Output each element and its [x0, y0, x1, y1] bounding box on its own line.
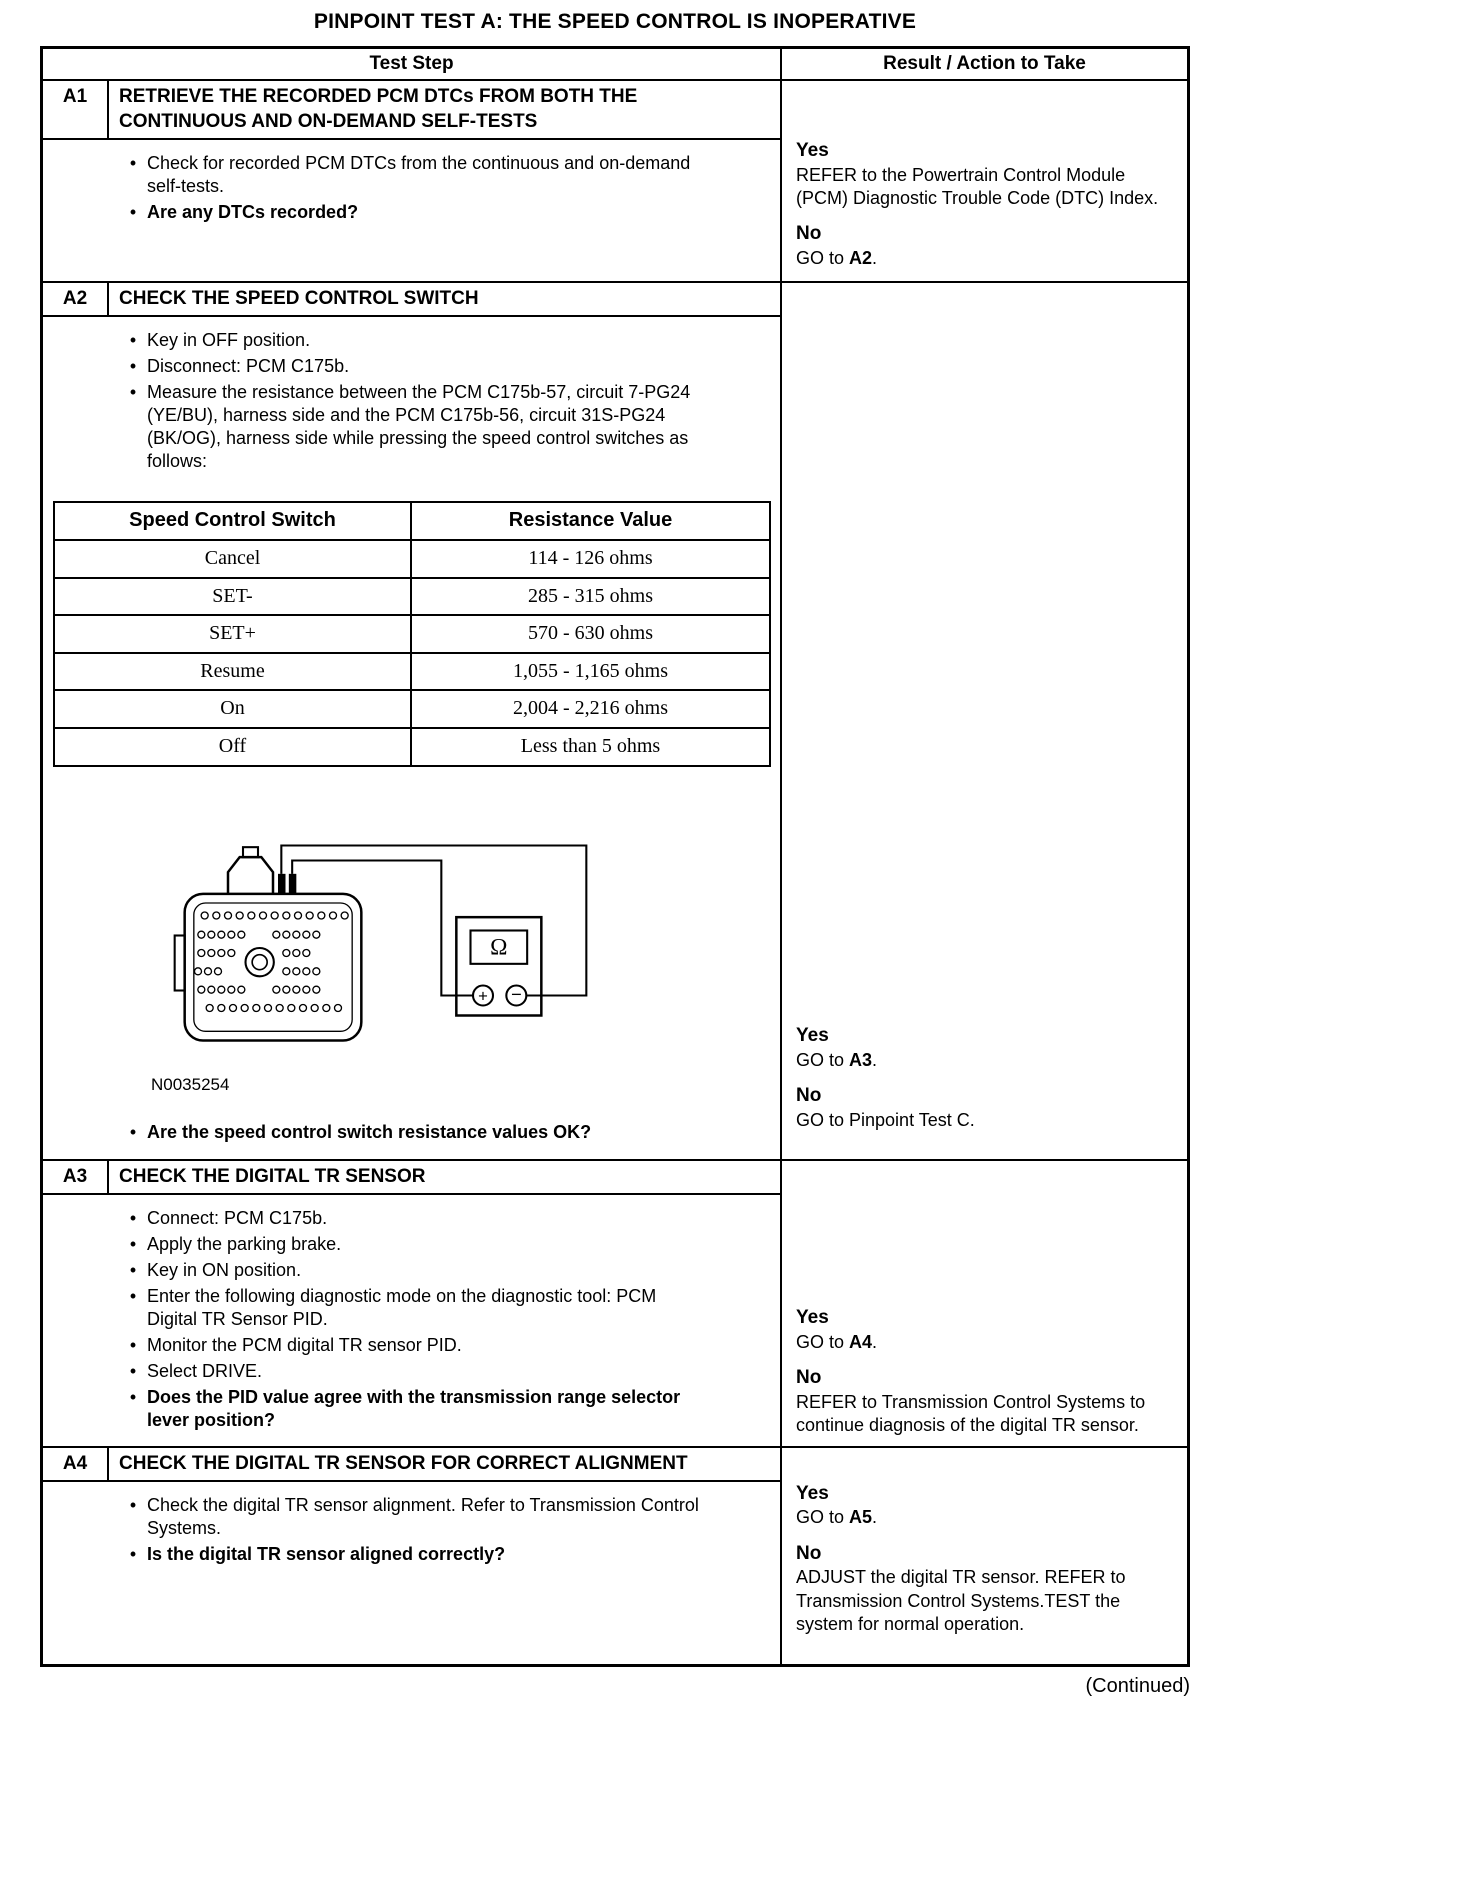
bullet-dot: •	[129, 1495, 137, 1516]
result-answer: No	[796, 1367, 822, 1389]
probe-terminal-1	[278, 873, 286, 893]
step-title: CHECK THE DIGITAL TR SENSOR	[119, 1165, 426, 1187]
resistance-value: 114 - 126 ohms	[528, 547, 653, 570]
connector-center-boss	[246, 948, 274, 976]
resistance-table-row	[55, 689, 769, 727]
bullet-text: Monitor the PCM digital TR sensor PID.	[147, 1335, 462, 1356]
column-header-test-step: Test Step	[43, 49, 782, 79]
step-body	[43, 1482, 780, 1663]
pinpoint-test-table	[40, 46, 1190, 1667]
test-step-row	[43, 1159, 1187, 1446]
bullet-item	[43, 355, 740, 378]
action-text: GO to	[796, 1507, 850, 1528]
result-entry	[796, 139, 1173, 210]
resistance-table-row	[55, 652, 769, 690]
bullet-dot: •	[129, 356, 137, 377]
result-action	[796, 1506, 1173, 1529]
bullet-dot: •	[129, 1544, 137, 1565]
action-text: GO to	[796, 248, 850, 269]
bullet-list	[43, 1494, 740, 1566]
resistance-table-column-header: Resistance Value	[508, 509, 673, 532]
bullet-dot: •	[129, 382, 137, 403]
bullet-item	[43, 1259, 740, 1282]
bullet-item	[43, 1334, 740, 1357]
bullet-text: Check the digital TR sensor alignment. Refer to Transmission Control Systems.	[147, 1495, 699, 1539]
bullet-list	[43, 329, 740, 473]
figure-caption: N0035254	[151, 1074, 230, 1094]
result-action	[796, 247, 1173, 270]
step-body	[43, 317, 780, 1158]
plus-terminal: +	[478, 985, 488, 1005]
result-answer: No	[796, 223, 822, 245]
step-reference: A3	[849, 1050, 873, 1071]
table-header-row	[43, 49, 1187, 81]
switch-name: On	[55, 691, 412, 727]
switch-name: SET-	[55, 579, 412, 615]
bullet-item	[43, 1207, 740, 1230]
resistance-table-row	[55, 727, 769, 765]
step-body	[43, 140, 780, 280]
result-action	[796, 164, 1173, 211]
test-step-cell	[43, 81, 782, 281]
bullet-dot: •	[129, 1361, 137, 1382]
test-step-row	[43, 81, 1187, 281]
bullet-item	[43, 1543, 740, 1566]
result-entry	[796, 1366, 1173, 1437]
bullet-text: Connect: PCM C175b.	[147, 1208, 328, 1229]
page-title: PINPOINT TEST A: THE SPEED CONTROL IS INOPERATIVE	[313, 10, 917, 33]
result-action	[796, 1391, 1173, 1438]
resistance-table-column-header: Speed Control Switch	[55, 503, 412, 539]
step-id: A4	[43, 1448, 109, 1481]
resistance-table	[53, 501, 771, 766]
result-cell	[782, 81, 1187, 281]
step-header	[43, 1161, 780, 1196]
resistance-value: 285 - 315 ohms	[528, 584, 653, 607]
resistance-table-row	[55, 539, 769, 577]
bullet-text: Measure the resistance between the PCM C175b-57, circuit 7-PG24 (YE/BU), harness side and the PCM C175b-56, circuit 31S-PG24 (BK/OG), harness side while pressing the speed control switches as follows:	[147, 382, 691, 472]
bullet-text: Select DRIVE.	[147, 1361, 263, 1382]
test-step-cell	[43, 283, 782, 1159]
step-id: A1	[43, 81, 109, 138]
bullet-item	[43, 1285, 740, 1331]
bullet-dot: •	[129, 202, 137, 223]
result-answer: Yes	[796, 1025, 829, 1047]
bullet-item	[43, 1233, 740, 1256]
resistance-table-row	[55, 577, 769, 615]
bullet-item	[43, 1386, 740, 1432]
action-text: ADJUST the digital TR sensor. REFER to Transmission Control Systems.TEST the system for normal operation.	[796, 1567, 1126, 1635]
step-title: CHECK THE SPEED CONTROL SWITCH	[119, 287, 479, 309]
bullet-dot: •	[129, 1122, 137, 1143]
result-entry	[796, 222, 1173, 270]
bullet-text: Key in ON position.	[147, 1260, 302, 1281]
bullet-item	[43, 381, 740, 473]
ohm-symbol: Ω	[490, 934, 508, 961]
bullet-text: Are the speed control switch resistance values OK?	[147, 1122, 592, 1143]
action-text: GO to	[796, 1331, 850, 1352]
bullet-list	[43, 152, 740, 224]
result-cell	[782, 283, 1187, 1159]
pcm-connector-icon	[175, 847, 362, 1040]
bullet-dot: •	[129, 1234, 137, 1255]
bullet-item	[43, 152, 740, 198]
bullet-text: Apply the parking brake.	[147, 1234, 342, 1255]
step-title: RETRIEVE THE RECORDED PCM DTCs FROM BOTH THE CONTINUOUS AND ON-DEMAND SELF-TESTS	[119, 86, 638, 132]
result-answer: Yes	[796, 1482, 829, 1504]
action-text: GO to	[796, 1050, 850, 1071]
result-action	[796, 1566, 1173, 1636]
continued-note: (Continued)	[1085, 1674, 1190, 1697]
step-body	[43, 1195, 780, 1445]
resistance-value: Less than 5 ohms	[520, 734, 661, 757]
result-answer: Yes	[796, 140, 829, 161]
test-step-row	[43, 1446, 1187, 1664]
step-header	[43, 1448, 780, 1483]
switch-name: Off	[55, 729, 412, 765]
action-text: GO to Pinpoint Test C.	[796, 1110, 975, 1131]
bullet-list	[43, 1121, 740, 1144]
connector-ohmmeter-diagram	[173, 837, 673, 1054]
resistance-table-row	[55, 614, 769, 652]
bullet-dot: •	[129, 153, 137, 174]
step-id: A2	[43, 283, 109, 316]
result-entry	[796, 1306, 1173, 1354]
minus-terminal: −	[510, 983, 522, 1005]
step-reference: A4	[849, 1331, 873, 1352]
result-answer: No	[796, 1542, 822, 1564]
result-cell	[782, 1448, 1187, 1664]
switch-name: SET+	[55, 616, 412, 652]
resistance-value: 570 - 630 ohms	[528, 622, 653, 645]
result-answer: Yes	[796, 1306, 829, 1328]
step-reference: A2	[849, 248, 873, 269]
bullet-item	[43, 1121, 740, 1144]
result-entry	[796, 1084, 1173, 1132]
action-text: .	[872, 1331, 878, 1352]
bullet-item	[43, 201, 740, 224]
column-header-result: Result / Action to Take	[883, 53, 1086, 74]
result-cell	[782, 1161, 1187, 1446]
bullet-list	[43, 1207, 740, 1432]
step-id: A3	[43, 1161, 109, 1194]
test-step-cell	[43, 1448, 782, 1664]
connector-ohmmeter-figure	[151, 837, 740, 1096]
test-steps	[43, 81, 1187, 1664]
step-title: CHECK THE DIGITAL TR SENSOR FOR CORRECT ALIGNMENT	[119, 1452, 688, 1474]
result-answer: No	[796, 1085, 822, 1107]
result-entry	[796, 1024, 1173, 1072]
connector-key	[228, 857, 273, 894]
bullet-text: Key in OFF position.	[147, 330, 311, 351]
probe-terminal-2	[289, 873, 297, 893]
test-step-row	[43, 281, 1187, 1159]
result-action	[796, 1331, 1173, 1354]
bullet-text: Enter the following diagnostic mode on the diagnostic tool: PCM Digital TR Sensor PID.	[147, 1286, 657, 1330]
resistance-value: 2,004 - 2,216 ohms	[513, 697, 668, 720]
step-header	[43, 81, 780, 140]
bullet-text: Are any DTCs recorded?	[147, 202, 359, 223]
bullet-item	[43, 1494, 740, 1540]
action-text: .	[872, 248, 878, 269]
result-action	[796, 1049, 1173, 1072]
ohmmeter-icon	[456, 917, 541, 1015]
action-text: .	[872, 1507, 878, 1528]
bullet-text: Is the digital TR sensor aligned correctly?	[147, 1544, 506, 1565]
switch-name: Cancel	[55, 541, 412, 577]
bullet-item	[43, 329, 740, 352]
action-text: REFER to Transmission Control Systems to continue diagnosis of the digital TR sensor.	[796, 1391, 1146, 1436]
bullet-text: Disconnect: PCM C175b.	[147, 356, 350, 377]
result-action	[796, 1109, 1173, 1132]
action-text: REFER to the Powertrain Control Module (PCM) Diagnostic Trouble Code (DTC) Index.	[796, 164, 1159, 209]
bullet-dot: •	[129, 1387, 137, 1408]
resistance-table-header-row	[55, 503, 769, 539]
connector-latch	[175, 935, 185, 990]
test-step-cell	[43, 1161, 782, 1446]
bullet-item	[43, 1360, 740, 1383]
bullet-dot: •	[129, 330, 137, 351]
step-reference: A5	[849, 1507, 873, 1528]
bullet-text: Check for recorded PCM DTCs from the continuous and on-demand self-tests.	[147, 153, 691, 197]
bullet-text: Does the PID value agree with the transmission range selector lever position?	[147, 1387, 681, 1431]
bullet-dot: •	[129, 1260, 137, 1281]
resistance-value: 1,055 - 1,165 ohms	[513, 659, 668, 682]
bullet-dot: •	[129, 1335, 137, 1356]
bullet-dot: •	[129, 1208, 137, 1229]
result-entry	[796, 1482, 1173, 1530]
bullet-dot: •	[129, 1286, 137, 1307]
step-header	[43, 283, 780, 318]
switch-name: Resume	[55, 654, 412, 690]
connector-pins	[195, 912, 349, 1012]
action-text: .	[872, 1050, 878, 1071]
result-entry	[796, 1542, 1173, 1637]
